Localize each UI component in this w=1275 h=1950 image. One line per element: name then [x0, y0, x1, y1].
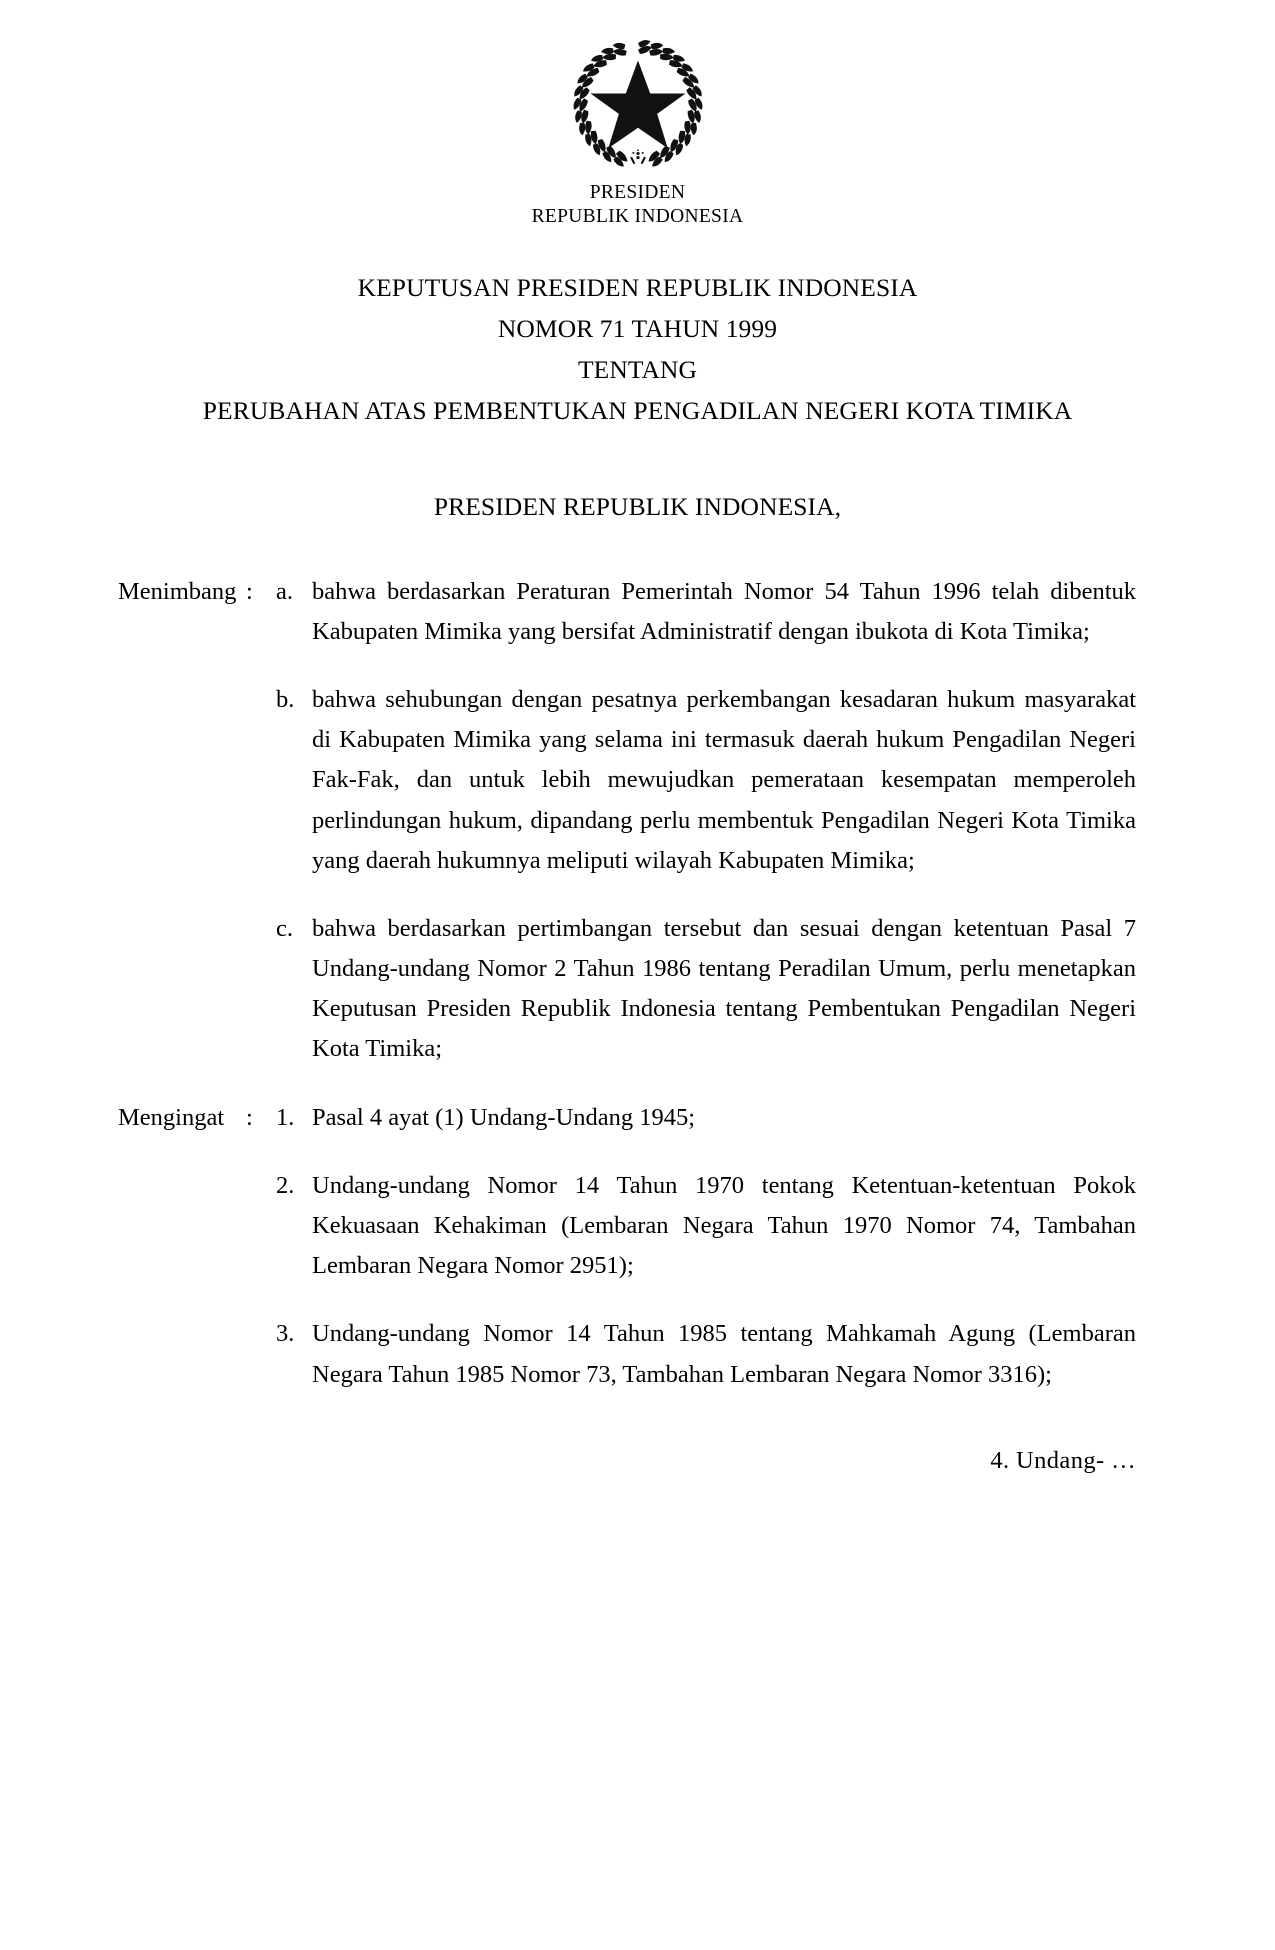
menimbang-label: Menimbang — [118, 577, 237, 605]
document-title-block — [0, 267, 1275, 432]
consideration-item-c — [118, 909, 1136, 1070]
legal-basis-text-3: Undang-undang Nomor 14 Tahun 1985 tentang Mahkamah Agung (Lembaran Negara Tahun 1985 Nomor 73, Tambahan Lembaran Negara Nomor 3316); — [312, 1320, 1136, 1388]
emblem-container — [0, 0, 1275, 175]
header-caption — [0, 181, 1275, 229]
legal-basis-text-2: Undang-undang Nomor 14 Tahun 1970 tentang Ketentuan-ketentuan Pokok Kekuasaan Kehakiman (Lembaran Negara Tahun 1970 Nomor 74, Tambahan Lembaran Negara Nomor 2951); — [312, 1171, 1136, 1280]
opening-line: PRESIDEN REPUBLIK INDONESIA, — [433, 491, 842, 521]
consideration-marker-b: b. — [276, 686, 295, 714]
header-line-presiden: PRESIDEN — [589, 182, 686, 203]
legal-basis-marker-3: 3. — [276, 1320, 295, 1348]
mengingat-colon: : — [246, 1103, 253, 1131]
consideration-item-b — [118, 680, 1136, 881]
header-line-republik-indonesia: REPUBLIK INDONESIA — [531, 205, 744, 227]
consideration-item-a — [118, 572, 1136, 652]
page-continuation-marker: 4. Undang- … — [990, 1446, 1136, 1474]
title-line-subject: PERUBAHAN ATAS PEMBENTUKAN PENGADILAN NEGERI KOTA TIMIKA — [202, 396, 1073, 426]
title-line-tentang: TENTANG — [577, 355, 698, 385]
consideration-text-a: bahwa berdasarkan Peraturan Pemerintah Nomor 54 Tahun 1996 telah dibentuk Kabupaten Mimika yang bersifat Administratif dengan ibukota di Kota Timika; — [312, 577, 1136, 645]
legal-basis-marker-2: 2. — [276, 1171, 295, 1199]
title-line-nomor: NOMOR 71 TAHUN 1999 — [497, 313, 778, 343]
legal-basis-item-3 — [118, 1314, 1136, 1394]
garuda-star-wreath-emblem — [572, 38, 704, 170]
legal-basis-item-2 — [118, 1166, 1136, 1287]
consideration-text-c: bahwa berdasarkan pertimbangan tersebut dan sesuai dengan ketentuan Pasal 7 Undang-undang Nomor 2 Tahun 1986 tentang Peradilan Umum, perlu menetapkan Keputusan Presiden Republik Indonesia tentang Pembentukan Pengadilan Negeri Kota Timika; — [312, 914, 1136, 1063]
consideration-text-b: bahwa sehubungan dengan pesatnya perkembangan kesadaran hukum masyarakat di Kabupaten Mimika yang selama ini termasuk daerah hukum Pengadilan Negeri Fak-Fak, dan untuk lebih mewujudkan pemerataan kesempatan memperoleh perlindungan hukum, dipandang perlu membentuk Pengadilan Negeri Kota Timika yang daerah hukumnya meliputi wilayah Kabupaten Mimika; — [312, 686, 1136, 874]
title-line-keputusan: KEPUTUSAN PRESIDEN REPUBLIK INDONESIA — [357, 272, 918, 302]
consideration-marker-a: a. — [276, 577, 293, 605]
mengingat-label: Mengingat — [118, 1103, 225, 1131]
legal-basis-item-1 — [118, 1098, 1136, 1138]
legal-basis-text-1: Pasal 4 ayat (1) Undang-Undang 1945; — [312, 1103, 696, 1131]
menimbang-colon: : — [246, 577, 253, 605]
legal-basis-marker-1: 1. — [276, 1103, 295, 1131]
document-body — [0, 572, 1275, 1395]
consideration-marker-c: c. — [276, 914, 293, 942]
